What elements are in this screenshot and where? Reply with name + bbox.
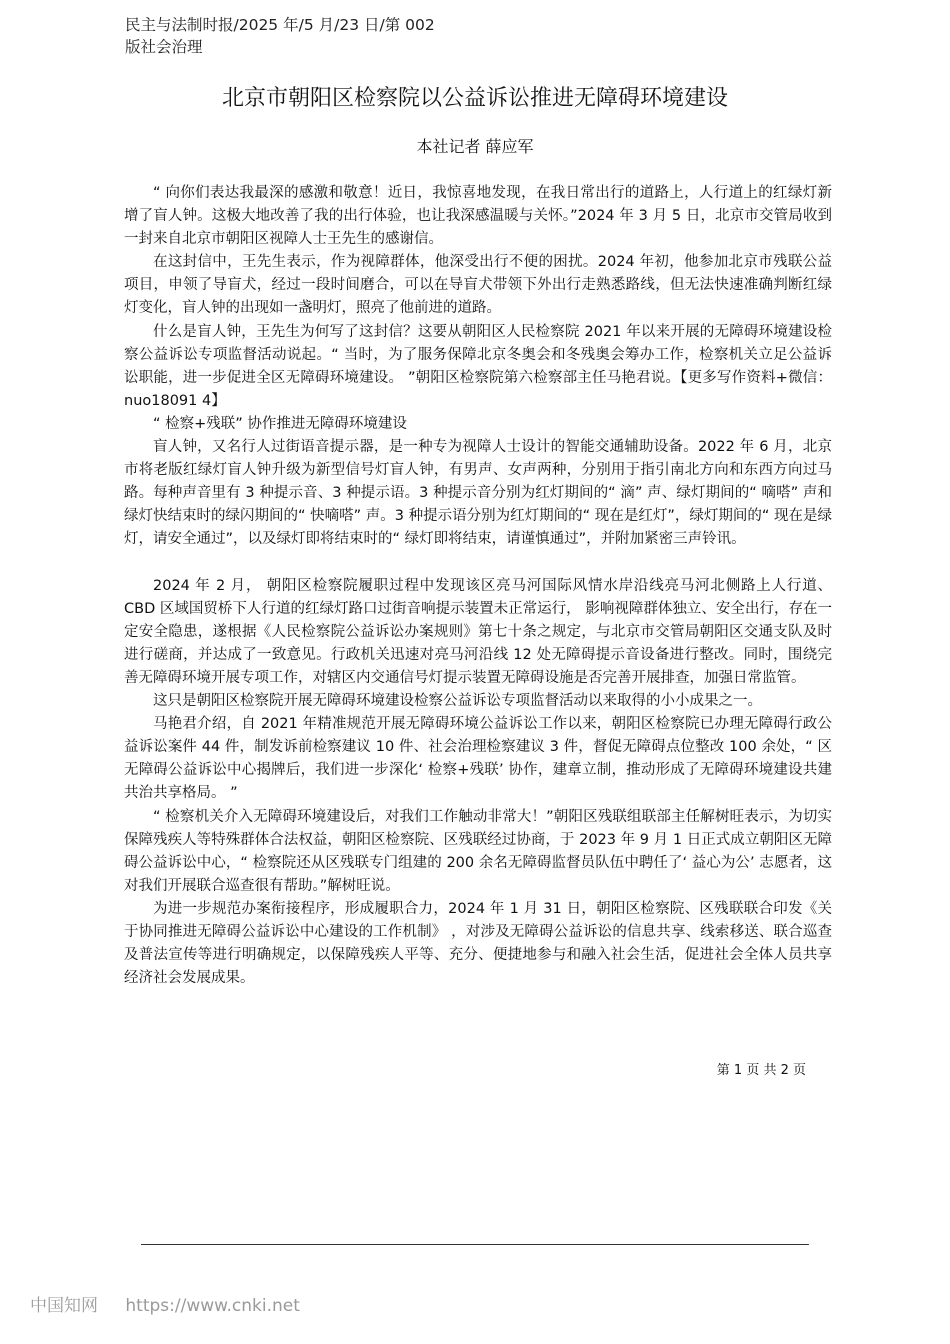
footer-divider bbox=[141, 1244, 809, 1245]
article-title: 北京市朝阳区检察院以公益诉讼推进无障碍环境建设 bbox=[221, 86, 728, 111]
source-citation-line-1: 民主与法制时报/2025 年/5 月/23 日/第 002 bbox=[125, 16, 435, 34]
paragraph-5: 2024 年 2 月， 朝阳区检察院履职过程中发现该区亮马河国际风情水岸沿线亮马河北侧路上人行道、 CBD 区域国贸桥下人行道的红绿灯路口过街音响提示装置未正常运行， 影响视障群体独立、安全出行，存在一定安全隐患，遂根据《人民检察院公益诉讼办案规则》第七十条之规定，与北京市交管局朝阳区交通支队及时进行磋商，并达成了一致意见。行政机关迅速对亮马河沿线 12 处无障碍提示音设备进行整改。同时，围绕完善无障碍环境开展专项工作，对辖区内交通信号灯提示装置无障碍设施是否完善开展排查，加强日常监管。 bbox=[124, 577, 832, 686]
paragraph-6: 这只是朝阳区检察院开展无障碍环境建设检察公益诉讼专项监督活动以来取得的小小成果之一。 bbox=[153, 693, 762, 710]
cnki-watermark bbox=[30, 1294, 300, 1318]
paragraph-gap bbox=[124, 552, 832, 575]
paragraph-3: 什么是盲人钟，王先生为何写了这封信？这要从朝阳区人民检察院 2021 年以来开展的无障碍环境建设检察公益诉讼专项监督活动说起。“ 当时，为了服务保障北京冬奥会和冬残奥会筹办工作，检察机关立足公益诉讼职能，进一步促进全区无障碍环境建设。 ”朝阳区检察院第六检察部主任马艳君说。【更多写作资料+微信：nuo18091 4】 bbox=[124, 323, 832, 409]
paragraph-2: 在这封信中，王先生表示，作为视障群体，他深受出行不便的困扰。2024 年初，他参加北京市残联公益项目，申领了导盲犬，经过一段时间磨合，可以在导盲犬带领下外出行走熟悉路线，但无法快速准确判断红绿灯变化，盲人钟的出现如一盏明灯，照亮了他前进的道路。 bbox=[124, 254, 832, 317]
source-citation bbox=[125, 14, 445, 58]
paragraph-1: “ 向你们表达我最深的感激和敬意！近日，我惊喜地发现，在我日常出行的道路上，人行道上的红绿灯新增了盲人钟。这极大地改善了我的出行体验，也让我深感温暖与关怀。”2024 年 3 月 5 日，北京市交管局收到一封来自北京市朝阳区视障人士王先生的感谢信。 bbox=[124, 185, 832, 248]
paragraph-7: 马艳君介绍，自 2021 年精准规范开展无障碍环境公益诉讼工作以来，朝阳区检察院已办理无障碍行政公益诉讼案件 44 件，制发诉前检察建议 10 件、社会治理检察建议 3 件，督促无障碍点位整改 100 余处，“ 区无障碍公益诉讼中心揭牌后，我们进一步深化‘ 检察+残联’ 协作，建章立制，推动形成了无障碍环境建设共建共治共享格局。 ” bbox=[124, 716, 832, 802]
source-citation-line-2: 版社会治理 bbox=[125, 38, 203, 56]
section-subheading: “ 检察+残联” 协作推进无障碍环境建设 bbox=[153, 415, 407, 432]
page-number: 第 1 页 共 2 页 bbox=[716, 1063, 806, 1078]
paragraph-8: “ 检察机关介入无障碍环境建设后，对我们工作触动非常大！”朝阳区残联组联部主任解树旺表示，为切实保障残疾人等特殊群体合法权益，朝阳区检察院、区残联经过协商，于 2023 年 9 月 1 日正式成立朝阳区无障碍公益诉讼中心，“ 检察院还从区残联专门组建的 200 余名无障碍监督员队伍中聘任了‘ 益心为公’ 志愿者，这对我们开展联合巡查很有帮助。”解树旺说。 bbox=[124, 808, 832, 894]
paragraph-9: 为进一步规范办案衔接程序，形成履职合力，2024 年 1 月 31 日，朝阳区检察院、区残联联合印发《关于协同推进无障碍公益诉讼中心建设的工作机制》 ，对涉及无障碍公益诉讼的信息共享、线索移送、联合巡查及普法宣传等进行明确规定，以保障残疾人平等、充分、便捷地参与和融入社会生活，促进社会全体人员共享经济社会发展成果。 bbox=[124, 900, 832, 987]
article-body bbox=[124, 182, 832, 990]
article-byline: 本社记者 薛应军 bbox=[416, 137, 534, 156]
watermark-brand: 中国知网 bbox=[30, 1296, 98, 1316]
watermark-url: https://www.cnki.net bbox=[125, 1296, 300, 1316]
paragraph-4: 盲人钟，又名行人过街语音提示器，是一种专为视障人士设计的智能交通辅助设备。2022 年 6 月，北京市将老版红绿灯盲人钟升级为新型信号灯盲人钟，有男声、女声两种，分别用于指引南北方向和东西方向过马路。每种声音里有 3 种提示音、3 种提示语。3 种提示音分别为红灯期间的“ 滴” 声、绿灯期间的“ 嘀嗒” 声和绿灯快结束时的绿闪期间的“ 快嘀嗒” 声。3 种提示语分别为红灯期间的“ 现在是红灯”，绿灯期间的“ 现在是绿灯，请安全通过”，以及绿灯即将结束时的“ 绿灯即将结束，请谨慎通过”，并附加紧密三声铃讯。 bbox=[124, 439, 832, 548]
